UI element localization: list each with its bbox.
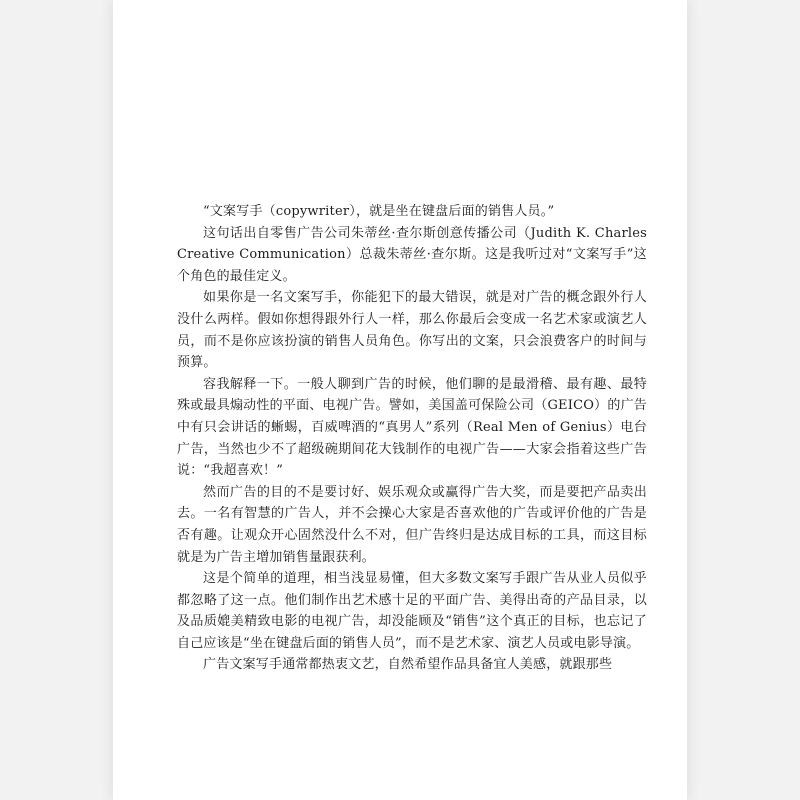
paragraph-continued: 广告文案写手通常都热衷文艺，自然希望作品具备宜人美感，就跟那些	[203, 657, 613, 673]
paragraph-biggest-mistake: 如果你是一名文案写手，你能犯下的最大错误，就是对广告的概念跟外行人没什么两样。假如你想得跟外行人一样，那么你最后会变成一名艺术家或演艺人员，而不是你应该扮演的销售人员角色。你写出的文案，只会浪费客户的时间与预算。	[177, 290, 647, 371]
paragraph-purpose: 然而广告的目的不是要讨好、娱乐观众或赢得广告大奖，而是要把产品卖出去。一名有智慧的广告人，并不会操心大家是否喜欢他的广告或评价他的广告是否有趣。让观众开心固然没什么不对，但广告终归是达成目标的工具，而这目标就是为广告主增加销售量跟获利。	[177, 484, 647, 565]
viewer-background-right	[687, 0, 800, 800]
book-page	[113, 0, 687, 800]
viewer-background-left	[0, 0, 113, 800]
paragraph-source: 这句话出自零售广告公司朱蒂丝·查尔斯创意传播公司（Judith K. Charles Creative Communication）总裁朱蒂丝·查尔斯。这是我听过对“文案写手”这个角色的最佳定义。	[177, 225, 647, 284]
page-body	[177, 201, 647, 676]
paragraph-quote: “文案写手（copywriter），就是坐在键盘后面的销售人员。”	[203, 204, 555, 219]
paragraph-explanation: 容我解释一下。一般人聊到广告的时候，他们聊的是最滑稽、最有趣、最特殊或最具煽动性的平面、电视广告。譬如，美国盖可保险公司（GEICO）的广告中有只会讲话的蜥蜴，百威啤酒的“真男人”系列（Real Men of Genius）电台广告，当然也少不了超级碗期间花大钱制作的电视广告——大家会指着这些广告说：“我超喜欢！”	[177, 376, 647, 479]
paragraph-simple-truth: 这是个简单的道理，相当浅显易懂，但大多数文案写手跟广告从业人员似乎都忽略了这一点。他们制作出艺术感十足的平面广告、美得出奇的产品目录，以及品质媲美精致电影的电视广告，却没能顾及“销售”这个真正的目标，也忘记了自己应该是“坐在键盘后面的销售人员”，而不是艺术家、演艺人员或电影导演。	[177, 571, 647, 651]
